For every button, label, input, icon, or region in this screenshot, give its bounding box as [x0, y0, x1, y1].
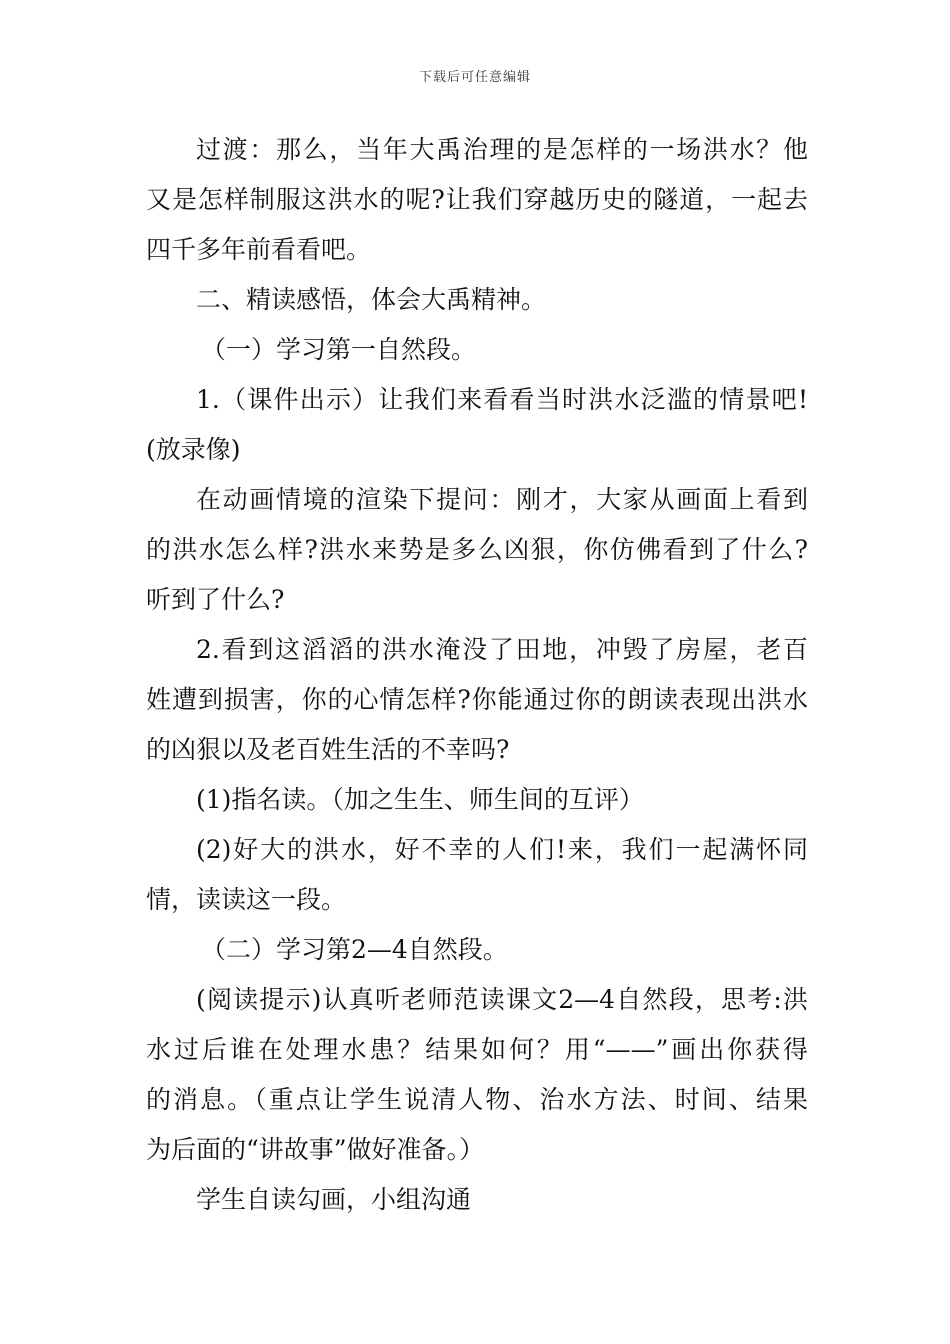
- text-line: 1.（课件出示）让我们来看看当时洪水泛滥的情景吧!: [196, 385, 808, 414]
- text-line: (1)指名读。（加之生生、师生间的互评）: [196, 785, 644, 814]
- text-line: 学生自读勾画，小组沟通: [196, 1185, 472, 1214]
- text-line: (阅读提示)认真听老师范读课文2—4自然段，思考:洪: [196, 985, 808, 1014]
- text-line: (放录像): [146, 435, 241, 464]
- text-line: 2.看到这滔滔的洪水淹没了田地，冲毁了房屋，老百: [196, 635, 808, 664]
- text-line: 水过后谁在处理水患？结果如何？用“——”画出你获得: [146, 1035, 808, 1064]
- text-line: 听到了什么?: [146, 585, 285, 614]
- text-line: 为后面的“讲故事”做好准备。）: [146, 1135, 485, 1164]
- text-line: （一）学习第一自然段。: [201, 335, 477, 364]
- text-line: 二、精读感悟，体会大禹精神。: [196, 285, 547, 314]
- text-line: 又是怎样制服这洪水的呢?让我们穿越历史的隧道，一起去: [146, 185, 808, 214]
- text-line: 在动画情境的渲染下提问：刚才，大家从画面上看到: [196, 485, 808, 514]
- text-line: 过渡：那么，当年大禹治理的是怎样的一场洪水？他: [196, 135, 808, 164]
- text-line: 姓遭到损害，你的心情怎样?你能通过你的朗读表现出洪水: [146, 685, 808, 714]
- page-header-note: 下载后可任意编辑: [418, 70, 531, 85]
- text-line: 的消息。（重点让学生说清人物、治水方法、时间、结果: [146, 1085, 808, 1114]
- text-line: 情，读读这一段。: [146, 885, 347, 914]
- text-line: (2)好大的洪水，好不幸的人们!来，我们一起满怀同: [196, 835, 808, 864]
- text-line: （二）学习第2—4自然段。: [201, 935, 508, 964]
- text-line: 四千多年前看看吧。: [146, 235, 372, 264]
- document-body: [146, 125, 808, 1225]
- text-line: 的洪水怎么样?洪水来势是多么凶狠，你仿佛看到了什么?: [146, 535, 808, 564]
- text-line: 的凶狠以及老百姓生活的不幸吗?: [146, 735, 510, 764]
